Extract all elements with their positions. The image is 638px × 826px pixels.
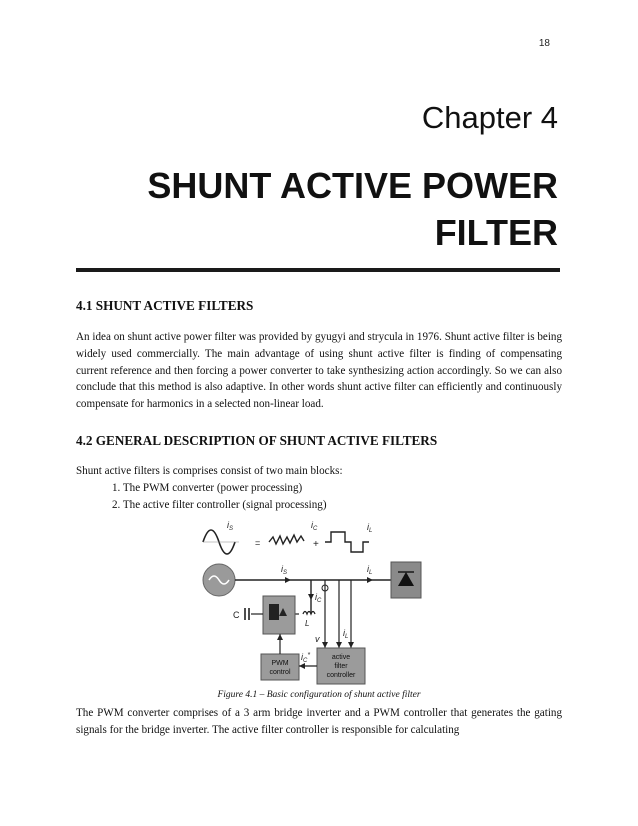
pwm-control-block <box>261 654 299 680</box>
equals-sign: = <box>255 538 261 548</box>
ic-ref-label: i <box>301 652 303 662</box>
section-heading-4-1: 4.1 SHUNT ACTIVE FILTERS <box>76 298 254 313</box>
svg-text:iC*: $i_C^*$ <box>301 652 311 664</box>
section-heading-4-2: 4.2 GENERAL DESCRIPTION OF SHUNT ACTIVE FILTERS <box>76 433 438 448</box>
svg-text:iL: $i_L$ <box>367 564 373 576</box>
ac-source-icon <box>203 564 235 596</box>
is-label-line: i <box>281 564 283 574</box>
ic-label-branch: i <box>315 592 317 602</box>
inductor-label: L <box>305 619 310 628</box>
inductor-icon <box>303 612 315 615</box>
section-4-2-intro: Shunt active filters is comprises consist of two main blocks: <box>76 465 343 477</box>
svg-text:iS: $i_S$ <box>227 520 234 532</box>
closing-paragraph: The PWM converter comprises of a 3 arm bridge inverter and a PWM controller that generates the gating signals for the bridge inverter. The active filter controller is responsible for calculating <box>76 707 562 736</box>
chapter-title <box>98 162 558 256</box>
ic-label-top: i <box>311 520 313 530</box>
is-label-top: i <box>227 520 229 530</box>
afc-label-line1: active <box>331 654 351 661</box>
svg-text:iC: $i_C$ <box>315 592 322 604</box>
inverter-icon <box>263 596 295 634</box>
voltage-label: v <box>315 634 320 644</box>
pwm-label-line2: control <box>269 669 291 676</box>
il-label-line: i <box>367 564 369 574</box>
shunt-filter-diagram <box>199 514 427 692</box>
plus-sign: + <box>313 539 319 550</box>
capacitor-label: C <box>233 610 240 620</box>
il-label-top: i <box>367 522 369 532</box>
pwm-label-line1: PWM <box>271 660 289 667</box>
svg-text:iL: $i_L$ <box>343 628 349 640</box>
svg-text:iC: $i_C$ <box>311 520 318 532</box>
section-4-1-paragraph: An idea on shunt active power filter was provided by gyugyi and strycula in 1976. Shunt active filter is being widely used commercially. The main advantage of using shunt active filter is finding of compensating current reference and then forcing a power converter to take synthesizing action accordingly. So we can also conclude that this method is also adaptive. In other words shunt active filter can efficiently and continuously compensate for harmonics in a selected non-linear load. <box>76 331 562 411</box>
figure-caption: Figure 4.1 – Basic configuration of shunt active filter <box>217 690 421 700</box>
page-number: 18 <box>538 38 550 49</box>
chapter-title-line1: SHUNT ACTIVE POWER <box>147 165 558 206</box>
nonlinear-load-icon <box>391 562 421 598</box>
capacitor-icon <box>245 608 263 620</box>
chapter-title-line2: FILTER <box>434 212 558 253</box>
afc-label-line2: filter <box>334 663 348 670</box>
block-list <box>112 480 327 514</box>
load-current-waveform <box>325 532 369 552</box>
svg-text:iL: $i_L$ <box>367 522 373 534</box>
chapter-label: Chapter 4 <box>421 100 558 135</box>
compensating-current-waveform <box>269 535 304 544</box>
il-label-sense: i <box>343 628 345 638</box>
list-item: 2. The active filter controller (signal processing) <box>112 498 327 511</box>
afc-label-line3: controller <box>326 672 356 679</box>
source-current-waveform <box>203 530 239 554</box>
heading-rule <box>76 268 560 272</box>
list-item: 1. The PWM converter (power processing) <box>112 482 303 494</box>
svg-text:iS: $i_S$ <box>281 564 288 576</box>
